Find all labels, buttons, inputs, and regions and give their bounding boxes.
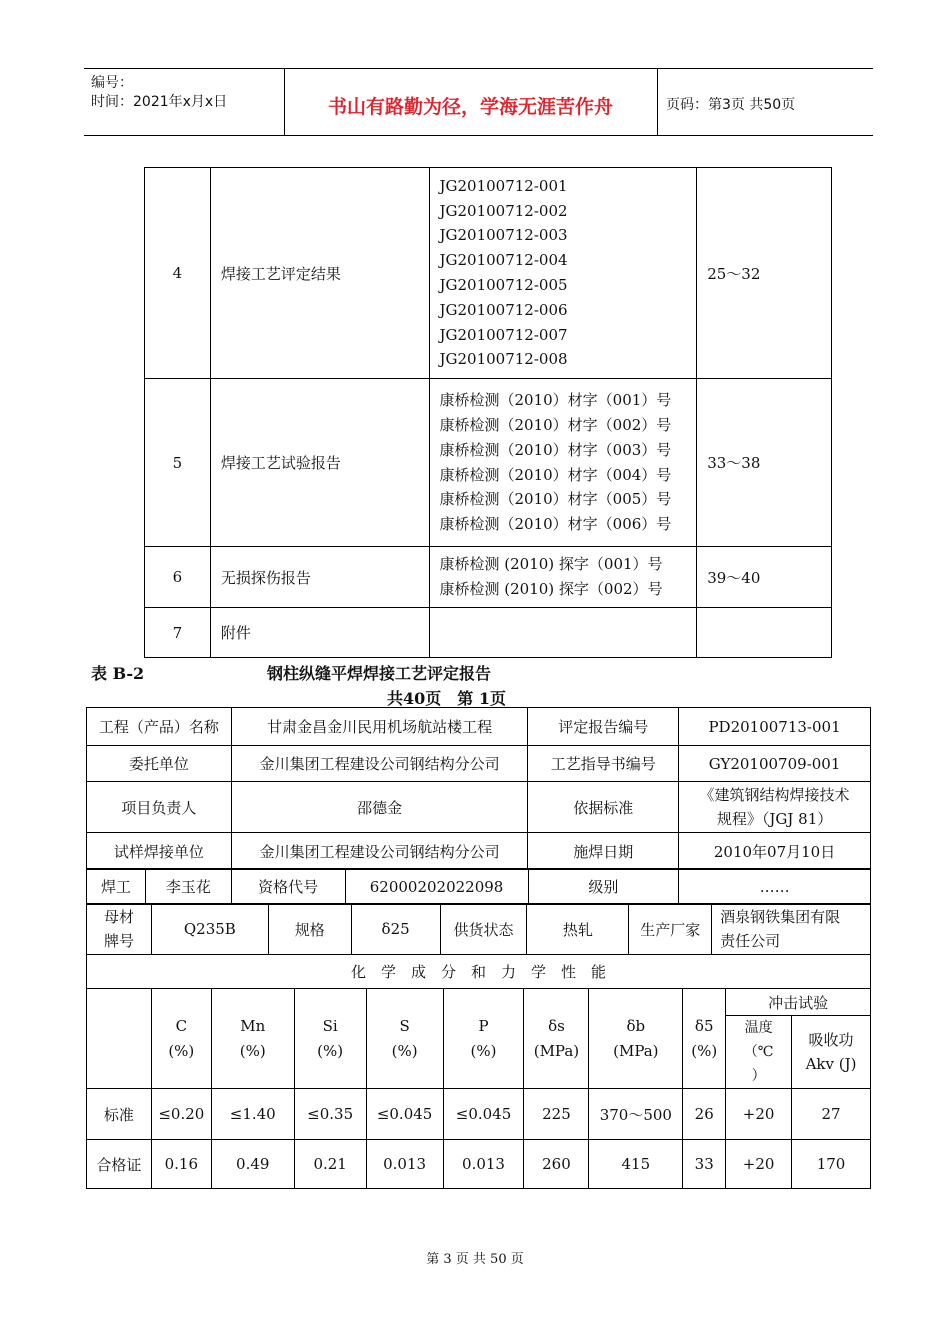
- col-header-line: (%): [691, 1041, 718, 1060]
- maker-value: [712, 904, 871, 955]
- col-header-line: (%): [168, 1041, 195, 1060]
- doc-line: JG20100712-007: [439, 325, 568, 344]
- spec-value: δ25: [351, 904, 440, 955]
- doc-line: JG20100712-005: [439, 276, 568, 294]
- report-page-count: 共40页 第 1页: [387, 689, 506, 708]
- header-motto: 书山有路勤为径，学海无涯苦作舟: [327, 96, 613, 118]
- wps-label: 工艺指导书编号: [528, 746, 679, 782]
- report-table-id: 表 B-2: [91, 664, 145, 683]
- row-number: 5: [145, 379, 211, 547]
- energy-header-line: 吸收功: [808, 1031, 854, 1049]
- unit-value: 金川集团工程建设公司钢结构分公司: [231, 833, 528, 870]
- table-row: [87, 1140, 871, 1189]
- col-header: [589, 989, 683, 1089]
- doc-line: JG20100712-004: [439, 251, 568, 270]
- temp-header-line: 温度: [744, 1020, 773, 1036]
- welder-value: 李玉花: [145, 869, 231, 905]
- doc-line: 康桥检测（2010）材字（005）号: [439, 490, 672, 509]
- qual-value: 62000202022098: [345, 869, 528, 905]
- client-label: 委托单位: [87, 746, 232, 782]
- qual-label: 资格代号: [231, 869, 345, 905]
- date-value: 2010年07月10日: [679, 833, 871, 870]
- cell: 27: [792, 1089, 871, 1140]
- col-header-line: (MPa): [613, 1041, 659, 1060]
- row-name: 焊接工艺试验报告: [210, 379, 429, 547]
- maker-label: 生产厂家: [629, 904, 712, 955]
- cell: 415: [589, 1140, 683, 1189]
- cell: ≤0.045: [366, 1089, 443, 1140]
- row-pages: 25～32: [697, 168, 832, 379]
- doc-line: 康桥检测（2010）材字（002）号: [439, 415, 672, 434]
- col-header-line: δs: [548, 1016, 565, 1035]
- header-top-rule: [84, 68, 873, 69]
- report-no-value: PD20100713-001: [679, 708, 871, 746]
- standard-label: 依据标准: [528, 782, 679, 833]
- project-label: 工程（产品）名称: [87, 708, 232, 746]
- project-value: 甘肃金昌金川民用机场航站楼工程: [231, 708, 528, 746]
- col-header-line: S: [399, 1016, 410, 1035]
- standard-line: 规程》（JGJ 81）: [716, 810, 833, 828]
- cell: ≤0.045: [443, 1089, 524, 1140]
- row-pages: [697, 608, 832, 658]
- col-header-line: (%): [317, 1041, 344, 1060]
- doc-line: JG20100712-006: [439, 300, 568, 319]
- base-value: Q235B: [151, 904, 268, 955]
- maker-line: 责任公司: [720, 932, 781, 950]
- col-header-line: Si: [322, 1016, 338, 1035]
- col-header: [211, 989, 294, 1089]
- energy-header: [792, 1016, 871, 1089]
- energy-header-line: Akv (J): [805, 1055, 857, 1073]
- wps-value: GY20100709-001: [679, 746, 871, 782]
- col-header-line: (%): [239, 1041, 266, 1060]
- cell: ≤1.40: [211, 1089, 294, 1140]
- supply-label: 供货状态: [440, 904, 527, 955]
- temp-header: [726, 1016, 792, 1089]
- row-documents: [429, 168, 697, 379]
- col-header-line: Mn: [240, 1016, 266, 1035]
- report-info-table: [86, 707, 871, 870]
- grade-label: 级别: [528, 869, 679, 905]
- table-row: [87, 1089, 871, 1140]
- cell: ≤0.20: [151, 1089, 211, 1140]
- row-number: 4: [145, 168, 211, 379]
- unit-label: 试样焊接单位: [87, 833, 232, 870]
- col-header-line: δb: [626, 1016, 646, 1035]
- col-header-line: (%): [391, 1041, 418, 1060]
- cell: 0.013: [366, 1140, 443, 1189]
- date-label: 施焊日期: [528, 833, 679, 870]
- spec-label: 规格: [268, 904, 351, 955]
- header-number-label: 编号：: [91, 75, 133, 91]
- list-row: [145, 379, 832, 547]
- standard-line: 《建筑钢结构焊接技术: [699, 786, 850, 804]
- doc-line: 康桥检测（2010）材字（006）号: [439, 515, 672, 534]
- doc-line: JG20100712-003: [439, 226, 568, 245]
- cell: 33: [683, 1140, 726, 1189]
- doc-line: 康桥检测（2010）材字（004）号: [439, 465, 672, 484]
- base-label-line: 牌号: [103, 932, 134, 950]
- temp-header-line: （℃: [743, 1044, 774, 1060]
- row-pages: 39～40: [697, 547, 832, 608]
- client-value: 金川集团工程建设公司钢结构分公司: [231, 746, 528, 782]
- page-footer: 第 3 页 共 50 页: [426, 1252, 524, 1267]
- welder-label: 焊工: [87, 869, 146, 905]
- supply-value: 热轧: [527, 904, 629, 955]
- col-header: [151, 989, 211, 1089]
- doc-line: JG20100712-008: [439, 350, 568, 369]
- maker-line: 酒泉钢铁集团有限: [720, 908, 841, 926]
- row-documents: [429, 608, 697, 658]
- doc-line: 康桥检测 (2010) 探字（001）号: [439, 555, 663, 574]
- header-divider-right: [657, 68, 658, 136]
- row-number: 6: [145, 547, 211, 608]
- row-label: 合格证: [87, 1140, 152, 1189]
- col-header: [683, 989, 726, 1089]
- col-header-line: (%): [470, 1041, 497, 1060]
- row-name: 附件: [210, 608, 429, 658]
- doc-line: JG20100712-002: [439, 201, 568, 220]
- cell: 370～500: [589, 1089, 683, 1140]
- cell: 0.49: [211, 1140, 294, 1189]
- row-pages: 33～38: [697, 379, 832, 547]
- leader-value: 邵德金: [231, 782, 528, 833]
- col-header: [294, 989, 366, 1089]
- list-row: [145, 608, 832, 658]
- row-documents: [429, 547, 697, 608]
- header-date-label: 时间：2021年x月x日: [91, 94, 228, 110]
- welder-row: [86, 868, 871, 905]
- properties-table: [86, 954, 871, 1189]
- document-list-table: [144, 167, 832, 658]
- cell: 225: [524, 1089, 589, 1140]
- cell: 0.21: [294, 1140, 366, 1189]
- doc-line: 康桥检测（2010）材字（001）号: [439, 391, 672, 410]
- cell: +20: [726, 1140, 792, 1189]
- header-bottom-rule: [84, 135, 873, 136]
- section-title: 化 学 成 分 和 力 学 性 能: [87, 955, 871, 989]
- cell: +20: [726, 1089, 792, 1140]
- cell: 170: [792, 1140, 871, 1189]
- row-number: 7: [145, 608, 211, 658]
- list-row: [145, 547, 832, 608]
- row-name: 无损探伤报告: [210, 547, 429, 608]
- col-header: [524, 989, 589, 1089]
- col-header-line: (MPa): [533, 1041, 580, 1060]
- col-header-line: P: [478, 1016, 489, 1035]
- grade-value: ……: [679, 869, 871, 905]
- row-documents: [429, 379, 697, 547]
- cell: 260: [524, 1140, 589, 1189]
- report-no-label: 评定报告编号: [528, 708, 679, 746]
- report-title: 钢柱纵缝平焊焊接工艺评定报告: [267, 664, 492, 683]
- doc-line: JG20100712-001: [439, 176, 568, 195]
- cell: ≤0.35: [294, 1089, 366, 1140]
- leader-label: 项目负责人: [87, 782, 232, 833]
- col-header: [443, 989, 524, 1089]
- header-page-info: 页码：第3页 共50页: [666, 97, 796, 113]
- col-header-line: C: [175, 1016, 188, 1035]
- col-header-line: δ5: [694, 1016, 714, 1035]
- doc-line: 康桥检测 (2010) 探字（002）号: [439, 580, 663, 598]
- standard-value: [679, 782, 871, 833]
- corner-cell: [87, 989, 152, 1089]
- cell: 0.16: [151, 1140, 211, 1189]
- temp-header-line: ）: [751, 1068, 766, 1084]
- col-header: [366, 989, 443, 1089]
- list-row: [145, 168, 832, 379]
- cell: 0.013: [443, 1140, 524, 1189]
- base-label-line: 母材: [103, 908, 134, 926]
- base-label: [87, 904, 152, 955]
- doc-line: 康桥检测（2010）材字（003）号: [439, 440, 672, 459]
- cell: 26: [683, 1089, 726, 1140]
- row-name: 焊接工艺评定结果: [210, 168, 429, 379]
- impact-label: 冲击试验: [726, 989, 871, 1016]
- row-label: 标准: [87, 1089, 152, 1140]
- base-material-row: [86, 903, 871, 955]
